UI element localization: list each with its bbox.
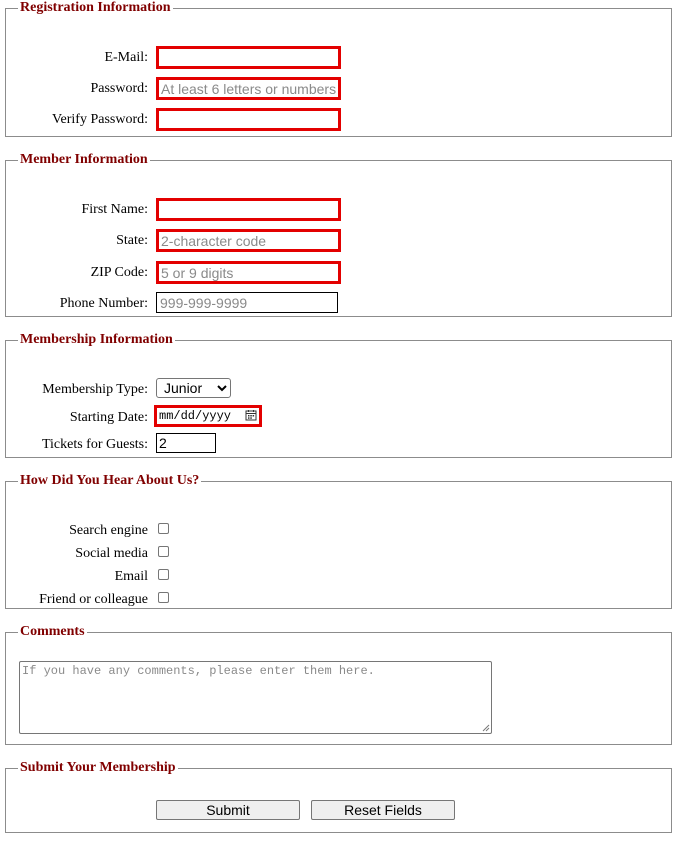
tickets-label: Tickets for Guests: <box>41 437 148 452</box>
membership-type-select[interactable] <box>156 378 231 398</box>
tickets-input[interactable] <box>156 433 216 453</box>
membership-type-label: Membership Type: <box>42 382 148 397</box>
membership-legend: Membership Information <box>20 332 173 347</box>
first-name-row <box>6 198 671 222</box>
member-legend: Member Information <box>20 152 148 167</box>
hear-option-label: Friend or colleague <box>39 592 148 607</box>
hear-option-row <box>6 519 671 543</box>
phone-row <box>6 292 671 316</box>
submit-legend: Submit Your Membership <box>20 760 176 775</box>
phone-label: Phone Number: <box>59 296 148 311</box>
email-row <box>6 46 671 70</box>
hear-option-row <box>6 542 671 566</box>
search-engine-checkbox[interactable] <box>158 523 169 534</box>
state-row <box>6 229 671 253</box>
hear-legend: How Did You Hear About Us? <box>20 473 200 488</box>
password-row <box>6 77 671 101</box>
hear-option-row <box>6 588 671 612</box>
friend-colleague-checkbox[interactable] <box>158 592 169 603</box>
email-field[interactable] <box>156 46 341 69</box>
submit-fieldset <box>5 761 672 833</box>
email-label: E-Mail: <box>104 50 148 65</box>
membership-fieldset <box>5 333 672 458</box>
registration-fieldset <box>5 1 672 137</box>
member-fieldset <box>5 153 672 317</box>
submit-button[interactable]: Submit <box>156 800 300 820</box>
comments-fieldset <box>5 625 672 745</box>
starting-date-row <box>6 406 671 430</box>
zip-field[interactable] <box>156 261 341 284</box>
hear-fieldset <box>5 474 672 609</box>
tickets-row <box>6 433 671 457</box>
zip-label: ZIP Code: <box>90 265 148 280</box>
registration-legend: Registration Information <box>20 0 171 15</box>
social-media-checkbox[interactable] <box>158 546 169 557</box>
calendar-icon[interactable] <box>245 409 257 421</box>
first-name-field[interactable] <box>156 198 341 221</box>
first-name-label: First Name: <box>81 202 148 217</box>
starting-date-label: Starting Date: <box>69 410 148 425</box>
email-checkbox[interactable] <box>158 569 169 580</box>
verify-password-row <box>6 108 671 132</box>
password-label: Password: <box>90 81 148 96</box>
comments-legend: Comments <box>20 624 85 639</box>
starting-date-placeholder: mm/dd/yyyy <box>159 409 232 423</box>
zip-row <box>6 261 671 285</box>
hear-option-row <box>6 565 671 589</box>
comments-textarea[interactable] <box>19 661 492 734</box>
verify-password-field[interactable] <box>156 108 341 131</box>
membership-type-row <box>6 378 671 402</box>
verify-password-label: Verify Password: <box>51 112 148 127</box>
state-label: State: <box>116 233 148 248</box>
resize-grip-icon[interactable] <box>482 724 490 732</box>
starting-date-field[interactable] <box>154 405 262 427</box>
state-field[interactable] <box>156 229 341 252</box>
reset-fields-button[interactable]: Reset Fields <box>311 800 455 820</box>
hear-option-label: Search engine <box>69 523 148 538</box>
password-field[interactable] <box>156 77 341 100</box>
phone-field[interactable] <box>156 292 338 313</box>
hear-option-label: Email <box>114 569 148 584</box>
hear-option-label: Social media <box>75 546 148 561</box>
